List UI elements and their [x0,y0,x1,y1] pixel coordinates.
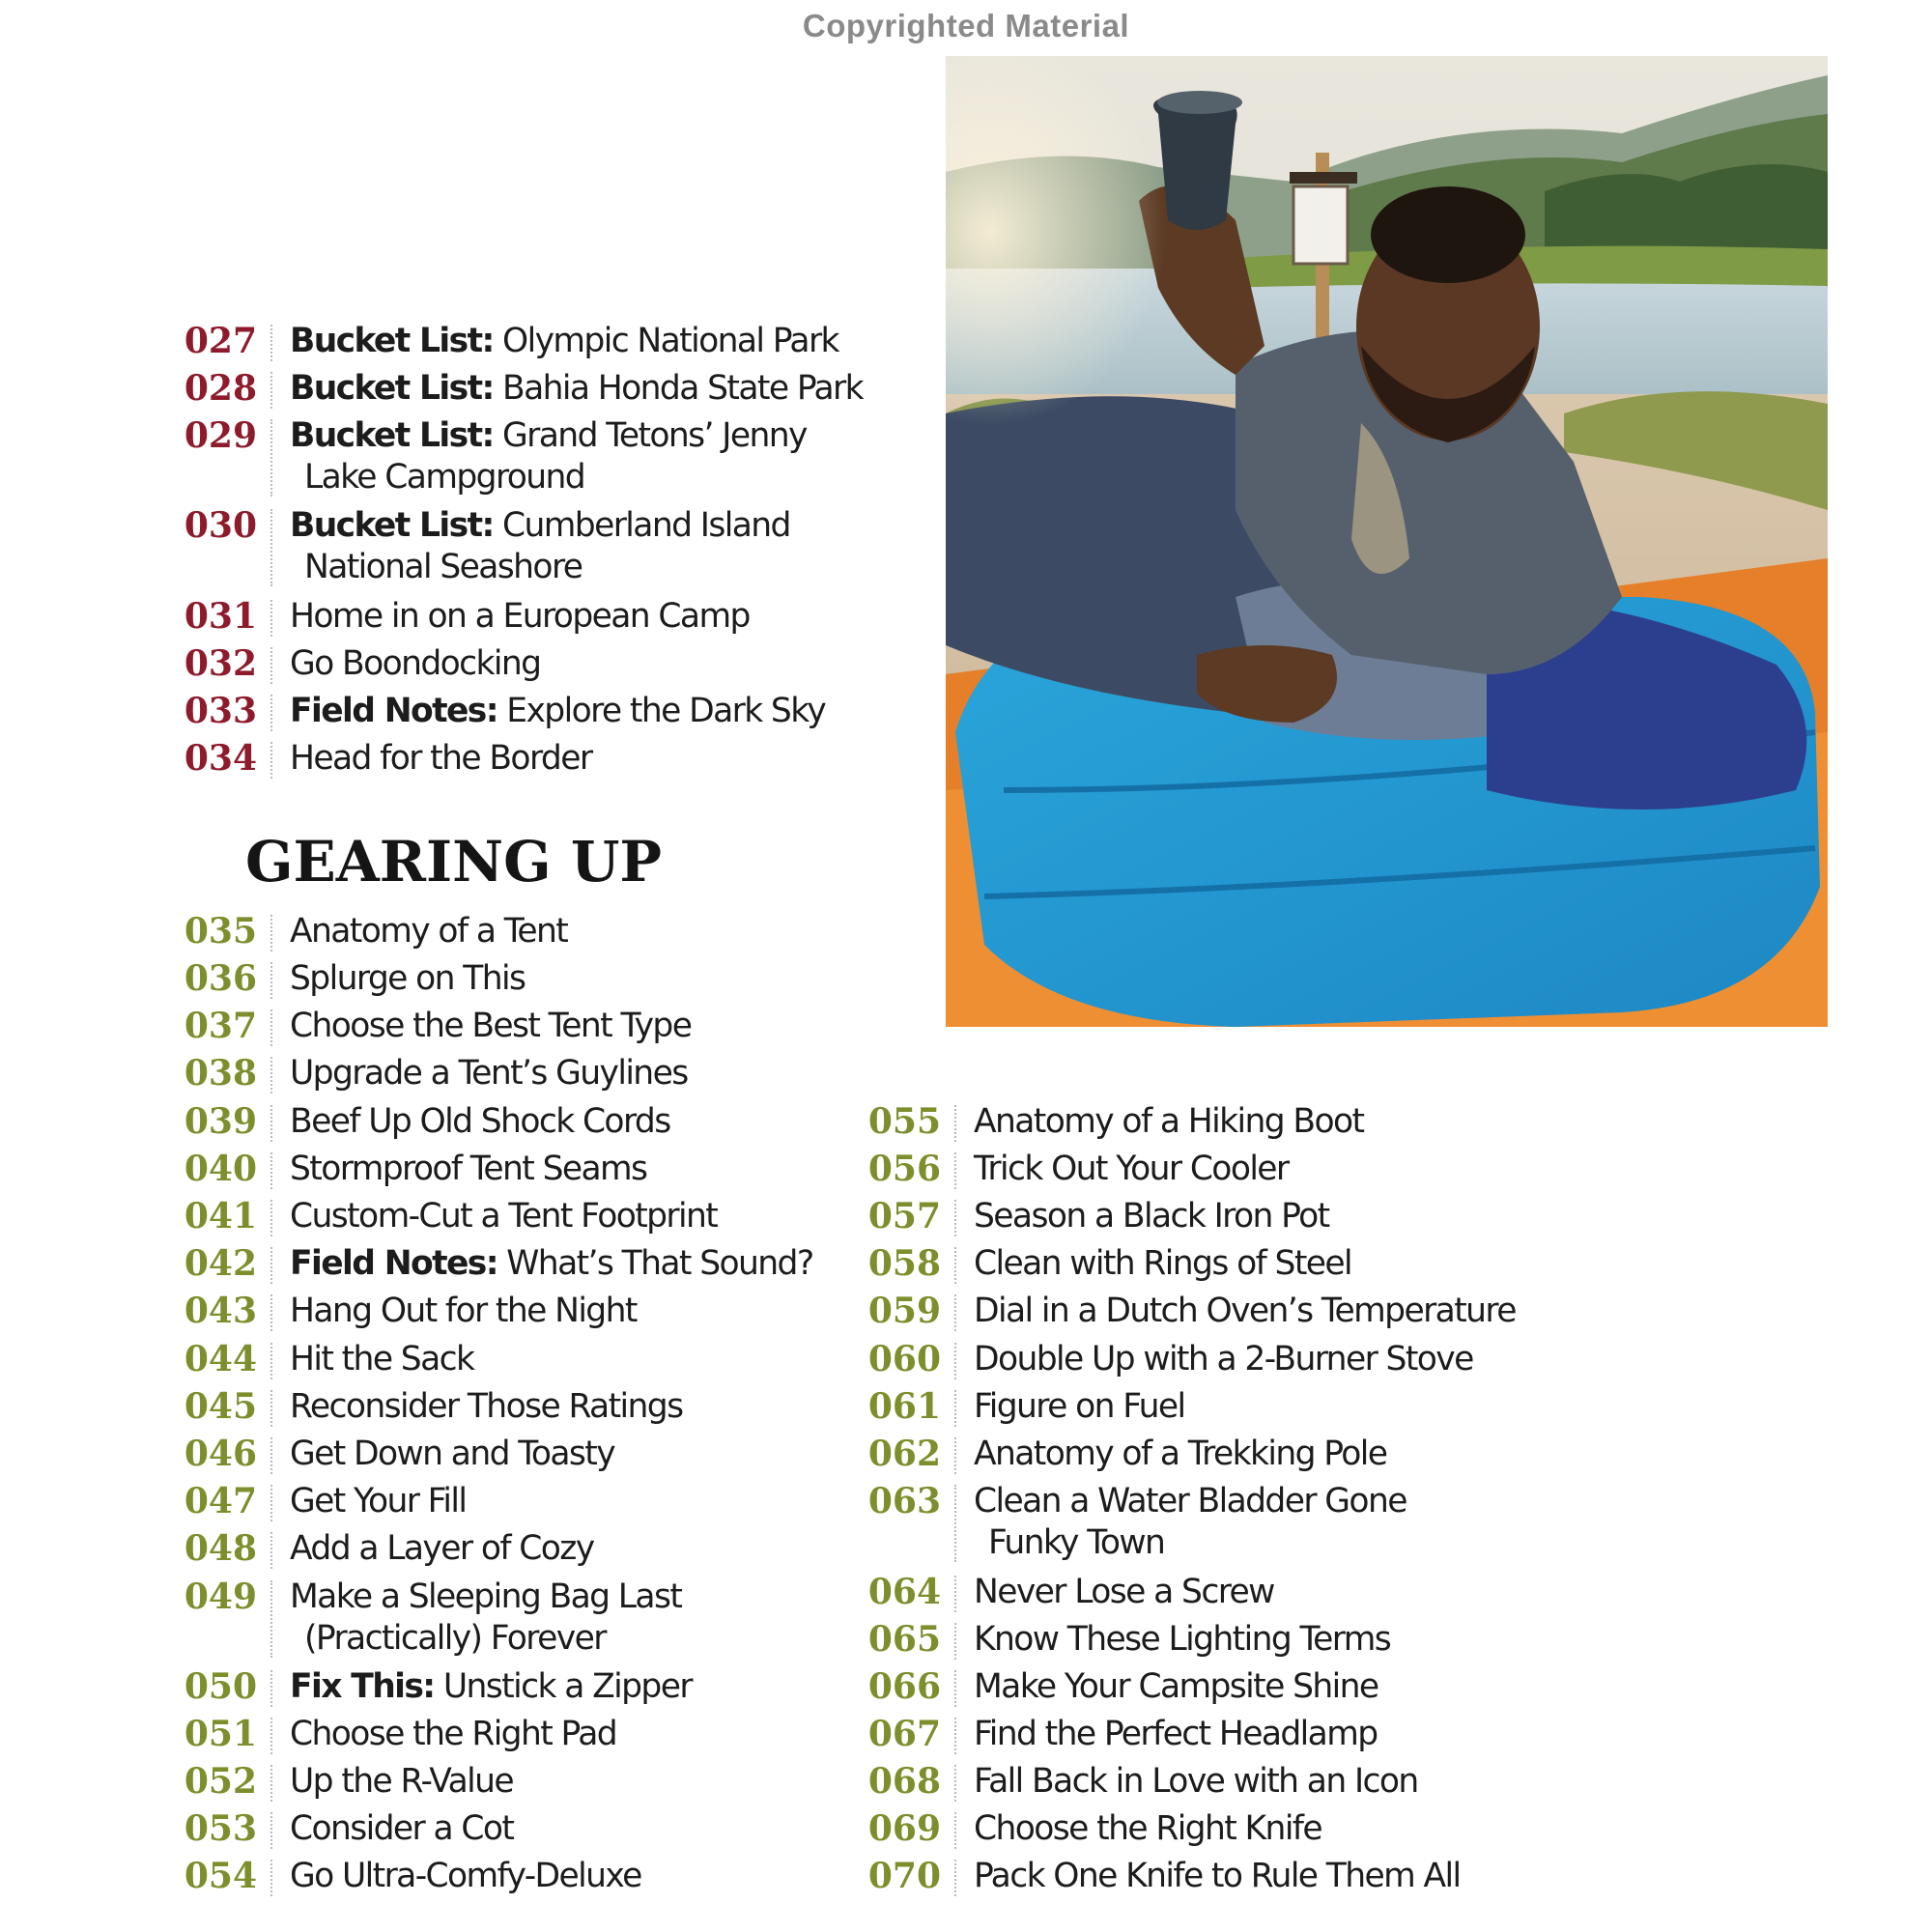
toc-entry-number: 056 [867,1149,941,1189]
toc-entry [174,911,927,952]
toc-entry-title [290,368,863,409]
toc-entry-number: 034 [184,738,257,779]
toc-entry [858,1101,1920,1142]
toc-entry [174,1053,927,1094]
toc-entry-title [290,643,540,684]
toc-dotted-rule [270,647,272,684]
toc-entry-text: Stormproof Tent Seams [290,1150,647,1188]
toc-entry-number: 064 [867,1572,941,1612]
toc-dotted-rule [270,1580,272,1658]
toc-entry-title [290,1386,682,1427]
toc-entry-number: 032 [184,643,257,684]
toc-entry-number: 062 [867,1434,941,1474]
toc-dotted-rule [954,1343,956,1379]
toc-entry-title [974,1856,1461,1896]
toc-entry-title [290,1243,813,1284]
toc-entry [858,1243,1920,1284]
toc-entry-title [290,1339,473,1379]
toc-entry-text: Figure on Fuel [974,1387,1185,1426]
toc-entry [174,415,927,498]
toc-entry-text: Add a Layer of Cozy [290,1529,594,1568]
toc-entry-text: Get Your Fill [290,1482,467,1520]
toc-entry-number: 033 [184,691,257,731]
toc-entry-category: Bucket List: [290,322,494,360]
toc-entry-continuation: Lake Campground [304,458,585,497]
toc-entry-title [290,1856,641,1896]
toc-entry-text: Find the Perfect Headlamp [974,1715,1378,1753]
copyright-notice: Copyrighted Material [802,8,1130,43]
toc-entry-title [974,1101,1363,1142]
toc-dotted-rule [270,509,272,586]
toc-entry [858,1714,1920,1754]
toc-entry-text: Upgrade a Tent’s Guylines [290,1054,688,1093]
toc-dotted-rule [954,1105,956,1142]
toc-dotted-rule [270,1390,272,1427]
toc-entry-text: Never Lose a Screw [974,1573,1274,1611]
toc-dotted-rule [954,1765,956,1802]
toc-entry-text: Beef Up Old Shock Cords [290,1102,670,1141]
toc-entry-text: Clean a Water Bladder Gone [974,1482,1406,1520]
toc-entry-text: Cumberland Island [493,506,790,545]
toc-entry [174,596,927,637]
toc-entry-continuation: (Practically) Forever [304,1619,606,1658]
toc-dotted-rule [954,1670,956,1707]
toc-entry-number: 048 [184,1528,257,1569]
toc-entry-text: Reconsider Those Ratings [290,1387,683,1426]
toc-entry-number: 066 [867,1666,941,1707]
toc-entry-text: Hit the Sack [290,1340,474,1378]
toc-entry-text: Trick Out Your Cooler [974,1150,1289,1188]
toc-dotted-rule [270,419,272,497]
toc-entry-number: 037 [184,1006,257,1046]
section-heading-gearing-up: GEARING UP [245,829,663,895]
toc-entry [174,1291,927,1331]
toc-dotted-rule [270,695,272,731]
toc-entry-number: 061 [867,1386,941,1427]
toc-entry-title [290,1761,513,1802]
toc-entry-category: Field Notes: [290,1244,497,1283]
toc-entry [174,1386,927,1427]
toc-entry-number: 055 [867,1101,941,1142]
toc-entry-number: 057 [867,1196,941,1236]
toc-entry [174,1101,927,1142]
toc-entry [174,1006,927,1046]
toc-entry-title [290,1291,637,1331]
toc-entry [858,1196,1920,1236]
toc-entry-text: Know These Lighting Terms [974,1620,1391,1659]
toc-dotted-rule [270,1812,272,1849]
toc-entry-number: 060 [867,1339,941,1379]
toc-dotted-rule [270,1247,272,1284]
toc-entry-title [290,1101,670,1142]
toc-entry-text: Fall Back in Love with an Icon [974,1762,1418,1801]
toc-dotted-rule [954,1437,956,1474]
toc-entry-number: 069 [867,1808,941,1849]
toc-entry-number: 044 [184,1339,257,1379]
toc-entry-number: 040 [184,1149,257,1189]
toc-entry-text: Custom-Cut a Tent Footprint [290,1197,718,1236]
toc-dotted-rule [954,1485,956,1562]
toc-entry [174,1243,927,1284]
toc-entry-number: 043 [184,1291,257,1331]
toc-entry [858,1434,1920,1474]
toc-entry [858,1149,1920,1189]
toc-entry [858,1619,1920,1660]
toc-entry-title [290,1481,466,1521]
toc-entry-text: Go Boondocking [290,644,541,683]
toc-entry [858,1666,1920,1707]
toc-entry-title [290,1808,513,1849]
toc-entry [858,1761,1920,1802]
toc-entry-title [974,1808,1321,1849]
toc-dotted-rule [954,1200,956,1236]
toc-entry-text: Anatomy of a Tent [290,912,568,951]
toc-entry [858,1481,1920,1564]
toc-entry-text: Make Your Campsite Shine [974,1667,1378,1706]
toc-entry-title [290,1577,681,1617]
toc-entry-number: 051 [184,1714,257,1754]
toc-entry [174,643,927,684]
toc-dotted-rule [270,1105,272,1142]
toc-entry-number: 058 [867,1243,941,1284]
toc-dotted-rule [954,1152,956,1189]
toc-entry-number: 038 [184,1053,257,1094]
toc-dotted-rule [954,1860,956,1896]
toc-entry-continuation: Funky Town [988,1523,1165,1562]
toc-dotted-rule [270,1200,272,1236]
toc-dotted-rule [270,1009,272,1046]
toc-entry [174,958,927,999]
toc-dotted-rule [270,600,272,637]
toc-entry [174,1339,927,1379]
toc-dotted-rule [954,1718,956,1754]
toc-entry-title [974,1149,1289,1189]
toc-entry-text: Up the R-Value [290,1762,514,1801]
toc-entry [174,1196,927,1236]
toc-dotted-rule [270,1152,272,1189]
toc-entry-text: Consider a Cot [290,1809,514,1848]
toc-entry-text: Home in on a European Camp [290,597,750,636]
toc-entry-category: Bucket List: [290,416,494,455]
toc-entry-title [974,1481,1406,1521]
toc-entry-number: 042 [184,1243,257,1284]
toc-dotted-rule [270,1860,272,1896]
toc-entry-text: Choose the Right Pad [290,1715,617,1753]
toc-dotted-rule [270,1057,272,1094]
toc-entry-number: 065 [867,1619,941,1660]
toc-entry-number: 041 [184,1196,257,1236]
toc-entry-category: Bucket List: [290,369,494,408]
toc-dotted-rule [954,1390,956,1427]
toc-entry-number: 052 [184,1761,257,1802]
toc-entry-text: Dial in a Dutch Oven’s Temperature [974,1292,1516,1330]
toc-entry-title [974,1243,1351,1284]
toc-entry-number: 063 [867,1481,941,1521]
toc-entry-text: Pack One Knife to Rule Them All [974,1857,1461,1895]
toc-entry-title [974,1386,1184,1427]
toc-entry [174,1149,927,1189]
toc-entry-title [974,1196,1329,1236]
toc-entry [858,1291,1920,1331]
toc-entry-number: 050 [184,1666,257,1707]
toc-entry-number: 053 [184,1808,257,1849]
toc-entry [858,1339,1920,1379]
toc-entry-number: 039 [184,1101,257,1142]
toc-dotted-rule [270,1485,272,1521]
toc-dotted-rule [270,1718,272,1754]
toc-dotted-rule [270,325,272,361]
toc-entry [174,1481,927,1521]
toc-dotted-rule [270,742,272,779]
toc-entry [174,1528,927,1569]
toc-entry-category: Field Notes: [290,692,497,730]
toc-entry-number: 027 [184,321,257,361]
toc-dotted-rule [954,1247,956,1284]
toc-entry-continuation: National Seashore [304,548,582,586]
toc-entry-text: Grand Tetons’ Jenny [493,416,807,455]
toc-dotted-rule [270,1670,272,1707]
toc-entry-number: 046 [184,1434,257,1474]
toc-entry [174,368,927,409]
toc-entry-title [290,738,591,779]
toc-entry [174,1761,927,1802]
toc-entry-text: Get Down and Toasty [290,1435,615,1473]
toc-entry-text: Splurge on This [290,959,526,998]
toc-entry-number: 047 [184,1481,257,1521]
toc-dotted-rule [270,962,272,999]
toc-entry-title [290,415,807,456]
toc-dotted-rule [270,1437,272,1474]
toc-entry [174,1577,927,1660]
toc-entry-title [290,1666,692,1707]
toc-entry [174,321,927,361]
toc-dotted-rule [270,1294,272,1331]
toc-entry-title [974,1666,1378,1707]
toc-entry-text: Make a Sleeping Bag Last [290,1577,682,1616]
toc-entry-text: What’s That Sound? [497,1244,813,1283]
toc-entry-title [974,1714,1378,1754]
toc-entry-category: Fix This: [290,1667,435,1706]
toc-entry-text: Olympic National Park [493,322,838,360]
toc-entry-number: 036 [184,958,257,999]
toc-entry-title [974,1761,1418,1802]
toc-entry [858,1808,1920,1849]
toc-entry [174,691,927,731]
toc-entry-number: 035 [184,911,257,952]
toc-entry [174,1434,927,1474]
toc-entry-number: 049 [184,1577,257,1617]
toc-entry [174,1808,927,1849]
toc-entry [174,505,927,588]
toc-entry-title [290,958,525,999]
toc-entry [174,1856,927,1896]
toc-entry-number: 030 [184,505,257,546]
toc-entry-number: 070 [867,1856,941,1896]
toc-entry-text: Hang Out for the Night [290,1292,637,1330]
toc-entry-title [974,1339,1473,1379]
toc-entry-text: Go Ultra-Comfy-Deluxe [290,1857,641,1895]
toc-entry-text: Choose the Right Knife [974,1809,1321,1848]
toc-dotted-rule [954,1623,956,1660]
toc-entry-text: Bahia Honda State Park [493,369,863,408]
toc-entry-text: Explore the Dark Sky [497,692,826,730]
toc-entry-text: Anatomy of a Trekking Pole [974,1435,1387,1473]
toc-dotted-rule [954,1812,956,1849]
toc-entry [858,1856,1920,1896]
toc-entry-number: 059 [867,1291,941,1331]
toc-entry-title [290,1006,691,1046]
toc-entry-text: Season a Black Iron Pot [974,1197,1329,1236]
toc-dotted-rule [270,915,272,952]
toc-entry-title [974,1434,1386,1474]
toc-entry-number: 067 [867,1714,941,1754]
toc-entry [858,1572,1920,1612]
toc-dotted-rule [270,1343,272,1379]
toc-entry-title [290,1528,594,1569]
toc-dotted-rule [270,1532,272,1569]
toc-entry [174,738,927,779]
toc-entry-title [290,1434,614,1474]
toc-entry-title [290,321,838,361]
toc-entry-title [290,1196,717,1236]
toc-entry-category: Bucket List: [290,506,494,545]
toc-entry [174,1714,927,1754]
toc-entry-text: Head for the Border [290,739,592,778]
toc-entry [174,1666,927,1707]
toc-entry-number: 054 [184,1856,257,1896]
toc-entry [858,1386,1920,1427]
toc-entry-number: 029 [184,415,257,456]
toc-entry-title [974,1619,1390,1660]
toc-entry-title [290,596,750,637]
toc-entry-number: 031 [184,596,257,637]
toc-dotted-rule [270,372,272,409]
toc-entry-text: Anatomy of a Hiking Boot [974,1102,1364,1141]
toc-dotted-rule [954,1576,956,1612]
toc-entry-title [290,911,567,952]
toc-entry-text: Choose the Best Tent Type [290,1007,692,1045]
toc-entry-title [974,1572,1274,1612]
toc-entry-title [290,1149,646,1189]
toc-entry-text: Double Up with a 2-Burner Stove [974,1340,1473,1378]
toc-entry-number: 028 [184,368,257,409]
toc-entry-title [974,1291,1516,1331]
toc-entry-text: Clean with Rings of Steel [974,1244,1351,1283]
toc-entry-title [290,691,825,731]
toc-entry-title [290,505,790,546]
toc-entry-title [290,1053,688,1094]
toc-entry-number: 045 [184,1386,257,1427]
toc-entry-text: Unstick a Zipper [434,1667,692,1706]
camper-photo [946,56,1828,1027]
toc-dotted-rule [954,1294,956,1331]
toc-entry-number: 068 [867,1761,941,1802]
toc-entry-title [290,1714,616,1754]
toc-dotted-rule [270,1765,272,1802]
